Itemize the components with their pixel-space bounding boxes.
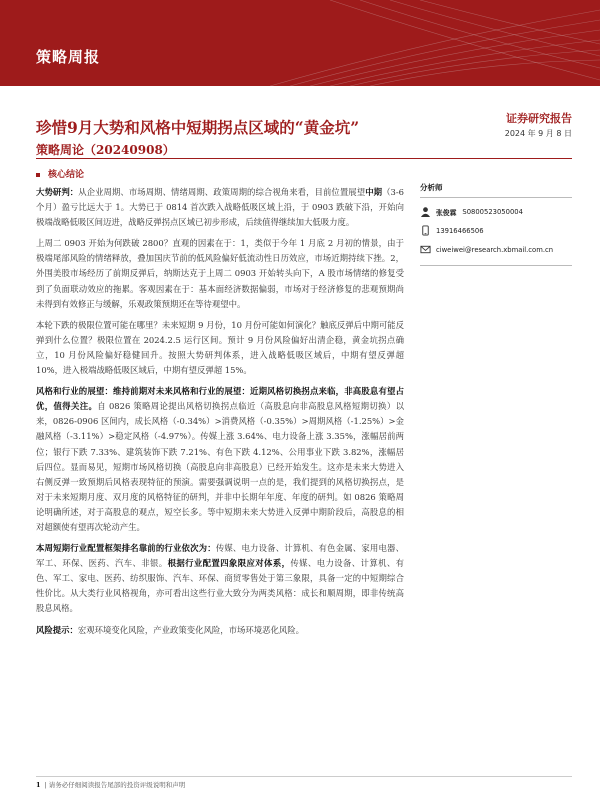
analyst-sidebar bbox=[420, 182, 572, 266]
page-number: 1 bbox=[36, 781, 41, 789]
analyst-license: S0800523050004 bbox=[462, 207, 523, 216]
lead-text: 本周短期行业配置框架排名靠前的行业依次为： bbox=[36, 543, 216, 554]
report-subtitle: 策略周论（20240908） bbox=[36, 143, 175, 157]
report-title: 珍惜9月大势和风格中短期拐点区域的“黄金坑” bbox=[36, 118, 360, 137]
analyst-name-row bbox=[420, 206, 572, 217]
core-label: 核心结论 bbox=[48, 170, 85, 180]
analyst-name: 张俊霖 bbox=[436, 208, 457, 217]
bold-text: 根据行业配置四象限应对体系， bbox=[167, 558, 291, 569]
bullet-icon bbox=[36, 173, 40, 177]
paragraph-cause: 上周二 0903 开始为何跌破 2800？直观的因素在于：1，类似于今年 1 月底 2 月初的情景，由于极端尾部风险的情绪释放，叠加国庆节前的低风险偏好低流动性日历效应，市场近期持续下挫。2，外围美股市场经历了前期反弹后，纳斯达克于上周二 0903 开始转头向下，A 股市场情绪的修复受到了负面联动效应的拖累。客观因素在于：基本面经济数据偏弱，市场对于经济修复的悲观预期尚未得到有效修正与缓解，乐观政策预期还在等待观望中。 bbox=[36, 238, 404, 309]
lead-text: 风险提示： bbox=[36, 624, 78, 635]
core-conclusion-heading bbox=[36, 167, 84, 180]
analyst-email[interactable]: ciweiwei@research.xbmail.com.cn bbox=[436, 245, 554, 254]
disclaimer-text: | 请务必仔细阅读报告尾部的投资评级说明和声明 bbox=[44, 781, 186, 789]
analyst-phone: 13916466506 bbox=[436, 226, 484, 235]
body-text: 宏观环境变化风险，产业政策变化风险，市场环境恶化风险。 bbox=[77, 624, 304, 635]
paragraph-industry bbox=[36, 541, 404, 616]
paragraph-risk bbox=[36, 623, 404, 638]
analyst-heading: 分析师 bbox=[420, 182, 572, 198]
body-text: 从企业周期、市场周期、情绪周期、政策周期的综合视角来看，目前位置展望 bbox=[78, 187, 366, 197]
analyst-phone-row bbox=[420, 225, 572, 236]
report-type: 证券研究报告 bbox=[506, 112, 572, 125]
header-banner bbox=[0, 0, 600, 86]
analyst-email-row bbox=[420, 244, 572, 255]
paragraph-style bbox=[36, 384, 404, 535]
report-date: 2024 年 9 月 8 日 bbox=[504, 129, 572, 138]
phone-icon bbox=[420, 225, 431, 236]
title-divider bbox=[36, 158, 572, 159]
footer-divider bbox=[36, 776, 572, 777]
bold-text: 中期 bbox=[365, 187, 383, 197]
body-text: 传媒、电力设备、计算机、有色、军工、家电、医药、纺织服饰、汽车、环保、商贸零售处于第三象限，具备一定的中短期综合性价比。从大类行业风格视角，亦可看出这些行业大致分为两类风格：成长和顺周期，即非传统高股息风格。 bbox=[36, 558, 405, 614]
page-footer bbox=[36, 780, 185, 789]
body-text: 传媒、电力设备、计算机、有色金属、家用电器、军工、环保、医药、汽车、非银。 bbox=[36, 543, 404, 569]
analyst-box bbox=[420, 206, 572, 266]
paragraph-market bbox=[36, 185, 404, 230]
decorative-lines bbox=[270, 0, 600, 86]
lead-text: 风格和行业的展望：维持前期对未来风格和行业的展望：近期风格切换拐点来临，非高股息有望占优，值得关注。 bbox=[36, 386, 404, 412]
person-icon bbox=[420, 206, 431, 217]
body-text: （3-6个月）盈亏比远大于 1。大势已于 0814 首次跌入战略低吸区域上沿，于 0903 跌破下沿，开始向极端战略低吸区间迈进，战略反弹拐点区域已初步形成，后续值得继续加大低吸力度。 bbox=[36, 187, 405, 228]
body-text: 自 0826 策略周论提出风格切换拐点临近（高股息向非高股息风格短期切换）以来，0826-0906 区间内，成长风格（-0.34%）>消费风格（-0.35%）>周期风格（-1.25%）>金融风格（-3.11%）>稳定风格（-4.97%）。传媒上涨 3.64%、电力设备上涨 3.35%，涨幅居前两位；银行下跌 7.33%、建筑装饰下跌 7.21%、有色下跌 4.12%、公用事业下跌 3.82%，涨幅居后四位。显而易见，短期市场风格切换（高股息向非高股息）已经开始发生。这亦是未来大势进入右侧反弹一致预期后风格表现特征的预演。需要强调说明一点的是，我们提到的风格切换拐点，是对于未来短期月度、双月度的风格特征的研判，并非中长期年年度、年度的研判。如 0826 策略周论明确所述，对于高股息的观点，短空长多。等中短期未来大势进入反弹中期阶段后，高股息的相对超额使有望再次轮动产生。 bbox=[36, 401, 404, 532]
main-body bbox=[36, 185, 404, 644]
paragraph-outlook: 本轮下跌的极限位置可能在哪里？未来短期 9 月份，10 月份可能如何演化？触底反弹后中期可能反弹到什么位置？极限位置在 2024.2.5 运行区间。预计 9 月份风险偏好出清企稳，黄金坑拐点确立，10 月份风险偏好稳健回升。按照大势研判体系，进入战略低吸区域后，中期有望反弹超 10%，进入极端战略低吸区域后，中期有望反弹超 15%。 bbox=[36, 319, 404, 376]
report-category: 策略周报 bbox=[36, 48, 101, 66]
mail-icon bbox=[420, 244, 431, 255]
lead-text: 大势研判： bbox=[36, 187, 79, 197]
